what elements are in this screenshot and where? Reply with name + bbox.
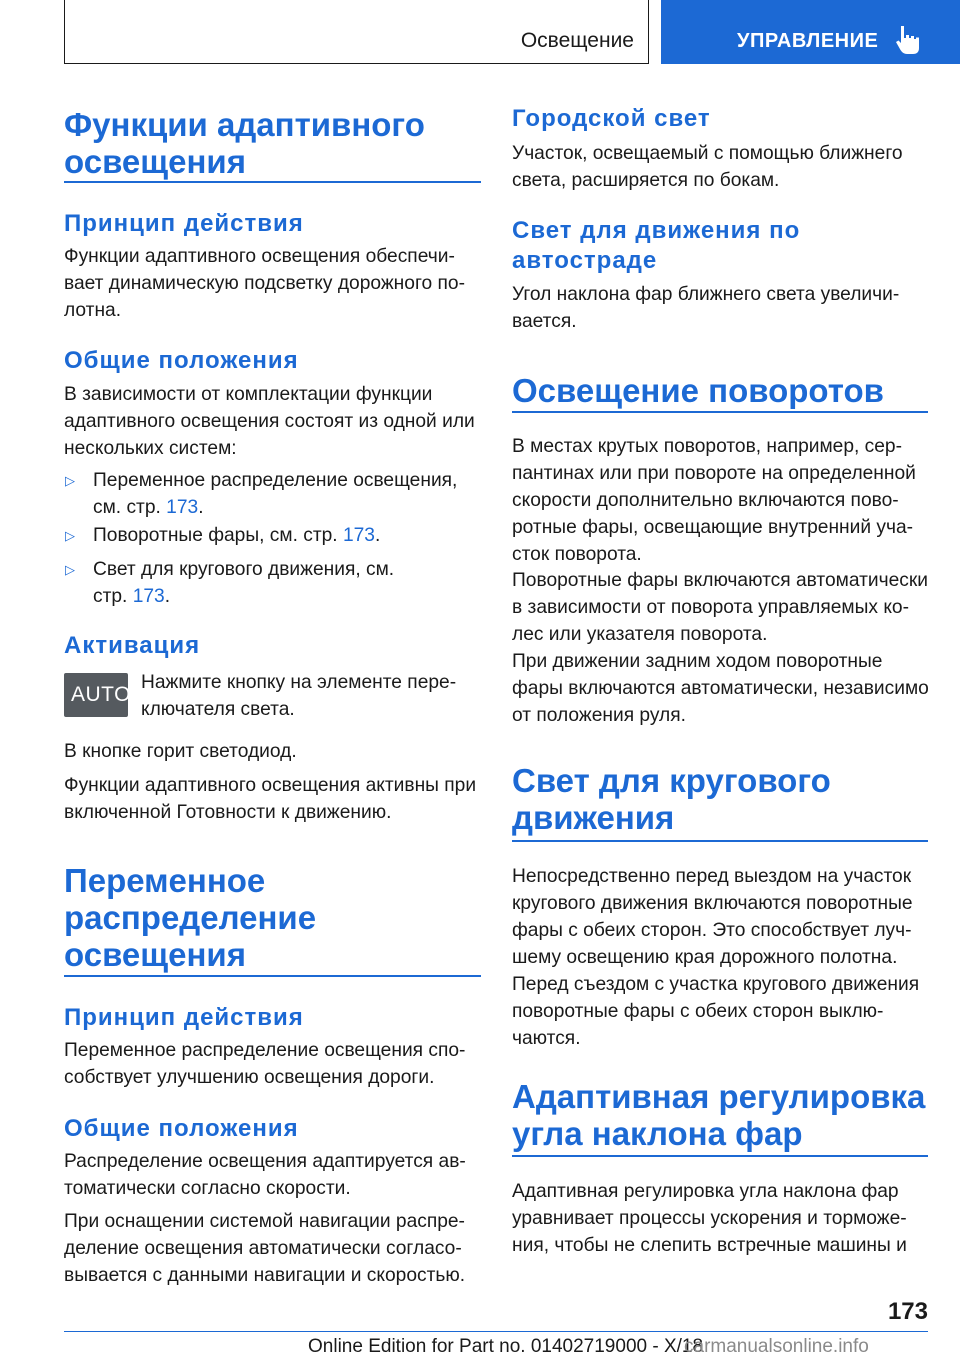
text-line: пантинах или при повороте на определенной: [512, 463, 916, 484]
text-line: Нажмите кнопку на элементе пере-: [141, 672, 457, 693]
text-line: В местах крутых поворотов, например, сер-: [512, 436, 902, 457]
paragraph-highway-light: [512, 281, 899, 335]
heading-line: Свет для движения по: [512, 217, 801, 244]
footer-watermark: carmanualsonline.info: [684, 1336, 869, 1357]
text-line: собствует улучшению освещения дороги.: [64, 1067, 435, 1088]
text-line: нескольких систем:: [64, 438, 237, 459]
text-line: стр.: [93, 586, 133, 607]
page-number: 173: [887, 1298, 928, 1325]
subheading-principle-1: Принцип действия: [64, 210, 304, 237]
text-line: света, расширяется по бокам.: [512, 170, 780, 191]
text-line: Угол наклона фар ближнего света увеличи-: [512, 284, 900, 305]
heading-rule: [64, 975, 481, 977]
paragraph-headlight-leveling: [512, 1178, 907, 1259]
paragraph-city-light: [512, 140, 903, 194]
heading-line: автостраде: [512, 247, 658, 274]
text-line: адаптивного освещения состоят из одной или: [64, 411, 475, 432]
heading-rule: [512, 840, 928, 842]
heading-rule: [64, 181, 481, 183]
text-line: лес или указателя поворота.: [512, 624, 768, 645]
text-line: от положения руля.: [512, 705, 686, 726]
text-line: сток поворота.: [512, 544, 642, 565]
list-item: ▷ Поворотные фары, см. стр. 173.: [93, 522, 380, 549]
text-line: ротные фары, освещающие внутренний уча-: [512, 517, 914, 538]
paragraph-general-2: [64, 1148, 466, 1202]
text-line: Адаптивная регулировка угла наклона фар: [512, 1181, 899, 1202]
heading-line: Переменное: [64, 862, 266, 899]
heading-rule: [512, 1155, 928, 1157]
text-line: фары с обеих сторон. Это способствует луч-: [512, 920, 912, 941]
text-line: Переменное распределение освещения спо-: [64, 1040, 466, 1061]
text-line: вывается с данными навигации и скоростью.: [64, 1265, 466, 1286]
heading-line: Функции адаптивного: [64, 106, 425, 143]
heading-line: распределение: [64, 899, 317, 936]
text-line: томатически согласно скорости.: [64, 1178, 351, 1199]
list-item: ▷ Свет для кругового движения, см. стр. 173.: [93, 556, 394, 610]
text-line: Функции адаптивного освещения активны при: [64, 775, 477, 796]
heading-headlight-leveling: [512, 1078, 925, 1152]
triangle-right-icon: ▷: [65, 528, 75, 543]
subheading-activation: Активация: [64, 632, 201, 659]
heading-line: угла наклона фар: [512, 1115, 803, 1152]
paragraph-cornering-2: [512, 567, 928, 648]
heading-line: Адаптивная регулировка: [512, 1078, 926, 1115]
heading-line: освещения: [64, 936, 246, 973]
page-link[interactable]: 173: [342, 525, 375, 546]
text-line: см. стр.: [93, 497, 167, 518]
text-line: ключателя света.: [141, 699, 295, 720]
auto-button-label: AUTO: [71, 683, 131, 706]
heading-rule: [512, 411, 928, 413]
text-line: Поворотные фары включаются автоматически: [512, 570, 928, 591]
list-item: ▷ Переменное распределение освещения, см. стр. 173.: [93, 467, 457, 521]
text-line: Функции адаптивного освещения обеспечи-: [64, 246, 455, 267]
header-section-tab: [64, 0, 649, 64]
header-section-title: Освещение: [520, 29, 634, 52]
text-line: фары включаются автоматически, независимо: [512, 678, 929, 699]
triangle-right-icon: ▷: [65, 473, 75, 488]
heading-line: движения: [512, 799, 675, 836]
text-line: Переменное распределение освещения,: [93, 470, 458, 491]
header-chapter-title: УПРАВЛЕНИЕ: [737, 30, 879, 52]
text-line: При оснащении системой навигации распре-: [64, 1211, 465, 1232]
text-line: кругового движения включаются поворотные: [512, 893, 913, 914]
paragraph-roundabout: [512, 863, 919, 1052]
paragraph-navigation: [64, 1208, 465, 1289]
text-line: Свет для кругового движения, см.: [93, 559, 395, 580]
paragraph-cornering-1: [512, 433, 916, 568]
text-line: Поворотные фары, см. стр.: [93, 525, 343, 546]
heading-roundabout-light: [512, 762, 831, 836]
text-line: поворотные фары с обеих сторон выклю-: [512, 1001, 884, 1022]
text-line: В зависимости от комплектации функции: [64, 384, 433, 405]
text-line: Непосредственно перед выездом на участок: [512, 866, 912, 887]
page-link[interactable]: 173: [132, 586, 165, 607]
subheading-city-light: Городской свет: [512, 105, 711, 132]
text-line: Перед съездом с участка кругового движения: [512, 974, 920, 995]
pointing-hand-icon: [895, 24, 925, 56]
paragraph-principle-1: [64, 243, 465, 324]
text-line: Распределение освещения адаптируется ав-: [64, 1151, 466, 1172]
text-line: уравнивает процессы ускорения и торможе-: [512, 1208, 907, 1229]
text-line: При движении задним ходом поворотные: [512, 651, 883, 672]
paragraph-principle-2: [64, 1037, 465, 1091]
header-chapter-tab[interactable]: [661, 0, 960, 64]
text-line: в зависимости от поворота управляемых ко-: [512, 597, 909, 618]
heading-line: Свет для кругового: [512, 762, 831, 799]
text-line: шему освещению края дорожного полотна.: [512, 947, 898, 968]
heading-adaptive-lighting: [64, 106, 425, 180]
subheading-principle-2: Принцип действия: [64, 1004, 304, 1031]
text-line: чаются.: [512, 1028, 581, 1049]
triangle-right-icon: ▷: [65, 562, 75, 577]
page-link[interactable]: 173: [166, 497, 199, 518]
heading-line: освещения: [64, 143, 246, 180]
heading-cornering-lights: Освещение поворотов: [512, 372, 884, 409]
paragraph-active: [64, 772, 476, 826]
text-line: вается.: [512, 311, 577, 332]
text-line: лотна.: [64, 300, 122, 321]
text-line: деление освещения автоматически согласо-: [64, 1238, 462, 1259]
footer-edition: Online Edition for Part no. 01402719000 - X/18: [308, 1336, 704, 1357]
subheading-general-1: Общие положения: [64, 347, 299, 374]
paragraph-cornering-3: [512, 648, 929, 729]
auto-button-image: [64, 673, 131, 717]
text-line: вает динамическую подсветку дорожного по-: [64, 273, 465, 294]
text-line: ния, чтобы не слепить встречные машины и: [512, 1235, 907, 1256]
heading-variable-distribution: [64, 862, 316, 973]
text-line: включенной Готовности к движению.: [64, 802, 392, 823]
text-line: Участок, освещаемый с помощью ближнего: [512, 143, 903, 164]
subheading-highway-light: [512, 216, 800, 276]
text-line: скорости дополнительно включаются пово-: [512, 490, 899, 511]
footer-rule: [64, 1331, 928, 1332]
paragraph-general-1: [64, 381, 475, 462]
paragraph-activation: [141, 669, 456, 723]
paragraph-led: В кнопке горит светодиод.: [64, 741, 297, 762]
subheading-general-2: Общие положения: [64, 1115, 299, 1142]
